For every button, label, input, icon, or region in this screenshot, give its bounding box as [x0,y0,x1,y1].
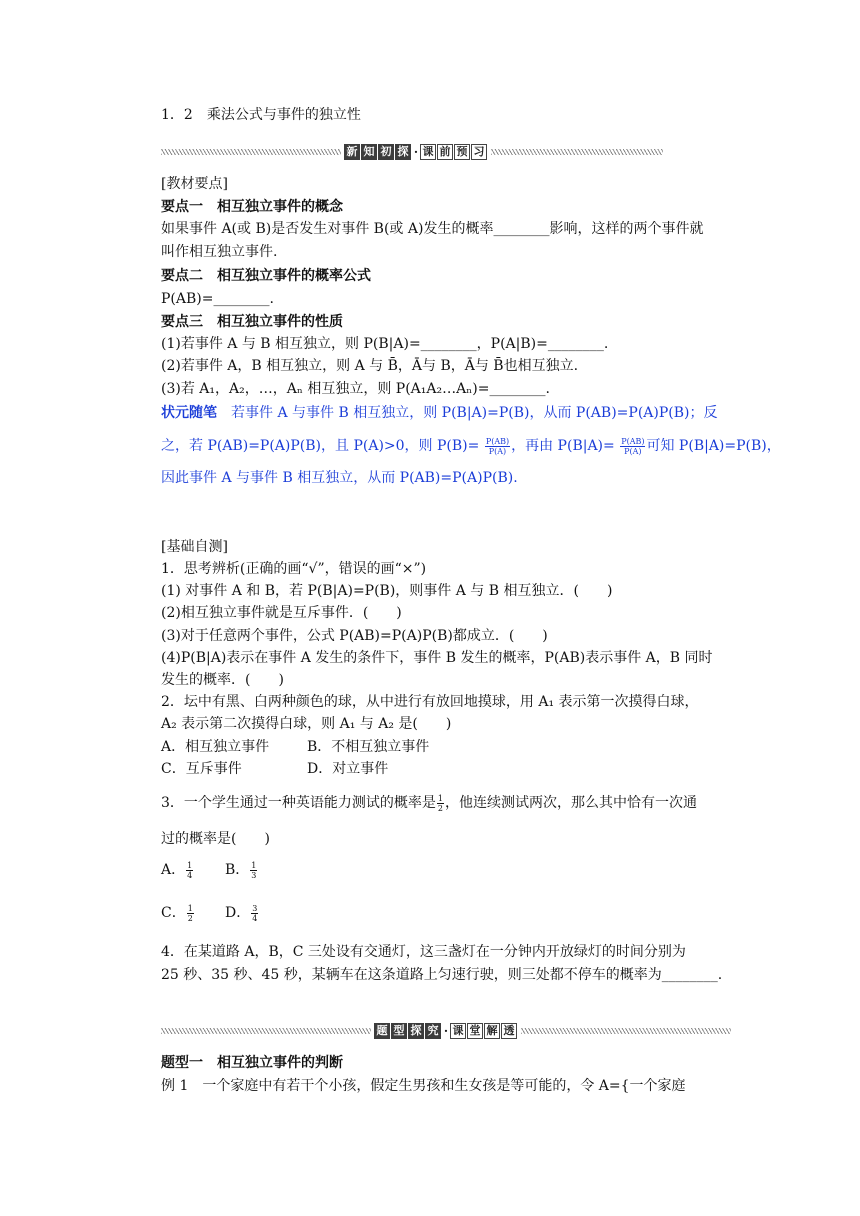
point1-heading: 要点一 相互独立事件的概念 [161,199,343,215]
banner-char: 习 [471,144,487,160]
banner-badge [374,1023,518,1039]
fraction-denominator: 2 [187,913,193,923]
q2-option-c: C．互斥事件 [161,761,242,777]
banner-char: 究 [425,1023,441,1039]
banner-char: 探 [395,144,411,160]
q3-text-b: ，他连续测试两次，那么其中恰有一次通 [445,795,697,811]
banner-char: 课 [420,144,436,160]
banner-char: 透 [501,1023,517,1039]
fraction-numerator: 1 [187,903,193,913]
point3-item3: (3)若 A₁，A₂，…，Aₙ 相互独立，则 P(A₁A₂…Aₙ)=________. [161,381,550,397]
fraction-denominator: 3 [251,870,257,880]
fraction-denominator: 4 [252,913,258,923]
option-label: B． [225,862,250,878]
q3-text-a: 3．一个学生通过一种英语能力测试的概率是 [161,795,436,811]
q2-line1: 2．坛中有黑、白两种颜色的球，从中进行有放回地摸球，用 A₁ 表示第一次摸得白球， [161,694,699,710]
note-line2-c: 可知 P(B|A)=P(B)， [646,438,781,454]
note-line2 [161,436,781,456]
q3-option-c [161,903,195,923]
q4-line1: 4．在某道路 A，B，C 三处设有交通灯，这三盏灯在一分钟内开放绿灯的时间分别为 [161,944,686,960]
q1-item4-line1: (4)P(B|A)表示在事件 A 发生的条件下，事件 B 发生的概率，P(AB)表示事件 A，B 同时 [161,650,713,666]
q3-option-d [225,903,259,923]
option-fraction [187,904,194,923]
q1-item3: (3)对于任意两个事件，公式 P(AB)=P(A)P(B)都成立．( ) [161,628,548,644]
fraction-denominator: P(A) [624,446,642,456]
q3-line2: 过的概率是( ) [161,831,270,847]
point3-item1: (1)若事件 A 与 B 相互独立，则 P(B|A)=________，P(A|B)=________. [161,336,609,352]
fraction-numerator: P(AB) [621,436,645,446]
q1-item4-line2: 发生的概率．( ) [161,672,284,688]
q2-option-a: A．相互独立事件 [161,739,270,755]
fraction-denominator: P(A) [488,446,507,456]
note-label: 状元随笔 [161,405,217,421]
banner-hatch-left [161,149,341,155]
point2-heading: 要点二 相互独立事件的概率公式 [161,268,371,284]
fraction-numerator: 1 [187,860,193,870]
note-line3: 因此事件 A 与事件 B 相互独立，从而 P(AB)=P(A)P(B). [161,470,518,486]
banner-char: 新 [344,144,360,160]
banner-char: 课 [450,1023,466,1039]
fraction-numerator: P(AB) [485,436,510,446]
q1-item2: (2)相互独立事件就是互斥事件．( ) [161,605,402,621]
banner-char: 初 [378,144,394,160]
banner-hatch-left [161,1028,371,1034]
banner-char: 题 [374,1023,390,1039]
banner-separator: · [443,1024,449,1038]
banner-char: 堂 [467,1023,483,1039]
fraction-denominator: 2 [437,803,443,813]
type1-heading: 题型一 相互独立事件的判断 [161,1055,343,1071]
point3-item2: (2)若事件 A，B 相互独立，则 A 与 B̄，Ā与 B，Ā与 B̄也相互独立. [161,358,579,374]
section-title: 1．2 乘法公式与事件的独立性 [161,107,361,123]
section-banner-preview [161,143,671,161]
option-fraction [251,904,258,923]
option-label: D． [225,905,251,921]
banner-hatch-right [521,1028,731,1034]
banner-char: 解 [484,1023,500,1039]
note-fraction-1 [485,437,510,456]
banner-char: 预 [454,144,470,160]
note-fraction-2 [620,437,645,456]
banner-char: 前 [437,144,453,160]
q3-option-a [161,860,194,880]
note-line2-a: 之，若 P(AB)=P(A)P(B)，且 P(A)>0，则 P(B)= [161,438,480,454]
point2-formula: P(AB)=________. [161,291,274,307]
example1-text: 例 1 一个家庭中有若干个小孩，假定生男孩和生女孩是等可能的，令 A={一个家庭 [161,1078,686,1094]
option-label: C． [161,905,186,921]
option-fraction [186,861,193,880]
q4-line2: 25 秒、35 秒、45 秒，某辆车在这条道路上匀速行驶，则三处都不停车的概率为________. [161,967,723,983]
banner-char: 型 [391,1023,407,1039]
q3-option-b [225,860,258,880]
point1-text-line1: 如果事件 A(或 B)是否发生对事件 B(或 A)发生的概率________影响，这样的两个事件就 [161,221,704,237]
textbook-points-label: [教材要点] [161,176,228,192]
self-test-heading: [基础自测] [161,539,228,555]
point1-text-line2: 叫作相互独立事件. [161,244,278,260]
fraction-denominator: 4 [187,870,193,880]
banner-char: 探 [408,1023,424,1039]
q3-line1 [161,793,697,813]
banner-separator: · [413,145,419,159]
point3-heading: 要点三 相互独立事件的性质 [161,314,343,330]
fraction-numerator: 1 [251,860,257,870]
banner-char: 知 [361,144,377,160]
note-line2-b: ，再由 P(B|A)= [511,438,615,454]
section-banner-class [161,1022,761,1040]
fraction-numerator: 3 [252,903,258,913]
banner-badge [344,144,488,160]
q2-option-d: D．对立事件 [307,761,389,777]
q1-intro: 1．思考辨析(正确的画“√”，错误的画“×”) [161,561,427,577]
banner-hatch-right [491,149,663,155]
option-label: A． [161,862,186,878]
q2-option-b: B．不相互独立事件 [307,739,430,755]
option-fraction [250,861,257,880]
fraction-numerator: 1 [437,793,443,803]
note-line1-text: 若事件 A 与事件 B 相互独立，则 P(B|A)=P(B)，从而 P(AB)=P(A)P(B)；反 [231,405,718,421]
note-line1 [161,403,717,423]
q1-item1: (1) 对事件 A 和 B，若 P(B|A)=P(B)，则事件 A 与 B 相互独立．( ) [161,583,613,599]
q3-fraction [437,794,444,813]
q2-line2: A₂ 表示第二次摸得白球，则 A₁ 与 A₂ 是( ) [161,716,452,732]
